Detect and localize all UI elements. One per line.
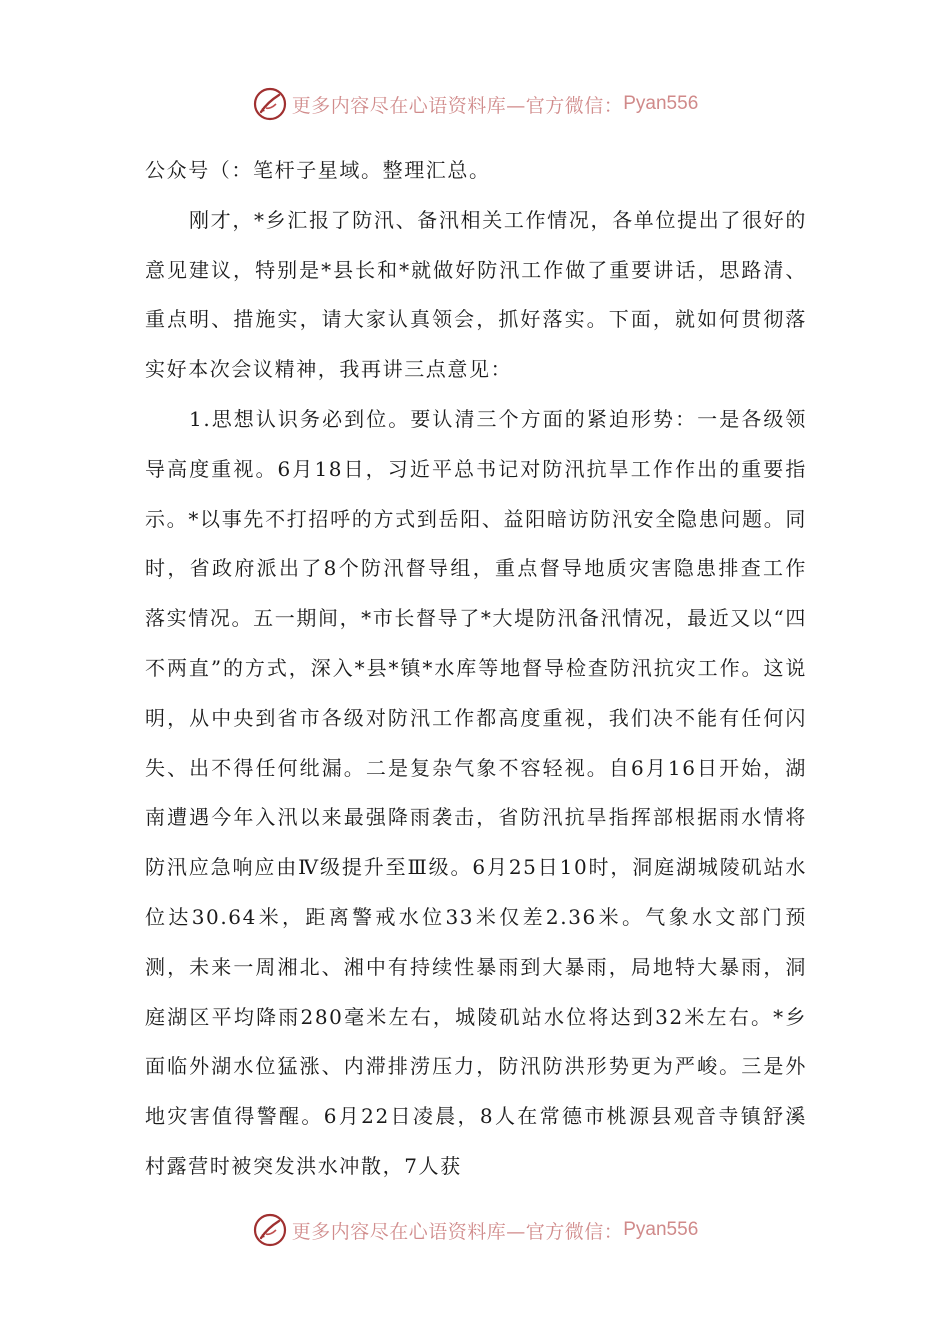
- pen-logo-icon: [252, 1212, 288, 1248]
- paragraph-intro: 刚才，*乡汇报了防汛、备汛相关工作情况，各单位提出了很好的意见建议，特别是*县长和*就做好防汛工作做了重要讲话，思路清、重点明、措施实，请大家认真领会，抓好落实。下面，就如何贯彻落实好本次会议精神，我再讲三点意见：: [145, 207, 807, 382]
- paragraph-source: 公众号（：笔杆子星域。整理汇总。: [145, 158, 491, 182]
- document-body: [145, 146, 807, 1192]
- banner-text: 更多内容尽在心语资料库—官方微信：: [291, 1220, 624, 1243]
- wechat-id: Pyan556: [623, 93, 699, 114]
- paragraph-point-1: 1.思想认识务必到位。要认清三个方面的紧迫形势：一是各级领导高度重视。6月18日，习近平总书记对防汛抗旱工作作出的重要指示。*以事先不打招呼的方式到岳阳、益阳暗访防汛安全隐患问题。同时，省政府派出了8个防汛督导组，重点督导地质灾害隐患排查工作落实情况。五一期间，*市长督导了*大堤防汛备汛情况，最近又以“四不两直”的方式，深入*县*镇*水库等地督导检查防汛抗灾工作。这说明，从中央到省市各级对防汛工作都高度重视，我们决不能有任何闪失、出不得任何纰漏。二是复杂气象不容轻视。自6月16日开始，湖南遭遇今年入汛以来最强降雨袭击，省防汛抗旱指挥部根据雨水情将防汛应急响应由Ⅳ级提升至Ⅲ级。6月25日10时，洞庭湖城陵矶站水位达30.64米，距离警戒水位33米仅差2.36米。气象水文部门预测，未来一周湘北、湘中有持续性暴雨到大暴雨，局地特大暴雨，洞庭湖区平均降雨280毫米左右，城陵矶站水位将达到32米左右。*乡面临外湖水位猛涨、内滞排涝压力，防汛防洪形势更为严峻。三是外地灾害值得警醒。6月22日凌晨，8人在常德市桃源县观音寺镇舒溪村露营时被突发洪水冲散，7人获: [145, 406, 807, 1178]
- footer-banner: [0, 1210, 950, 1250]
- pen-logo-icon: [252, 86, 288, 122]
- wechat-id: Pyan556: [623, 1219, 699, 1240]
- header-banner: [0, 84, 950, 124]
- banner-text: 更多内容尽在心语资料库—官方微信：: [291, 94, 624, 117]
